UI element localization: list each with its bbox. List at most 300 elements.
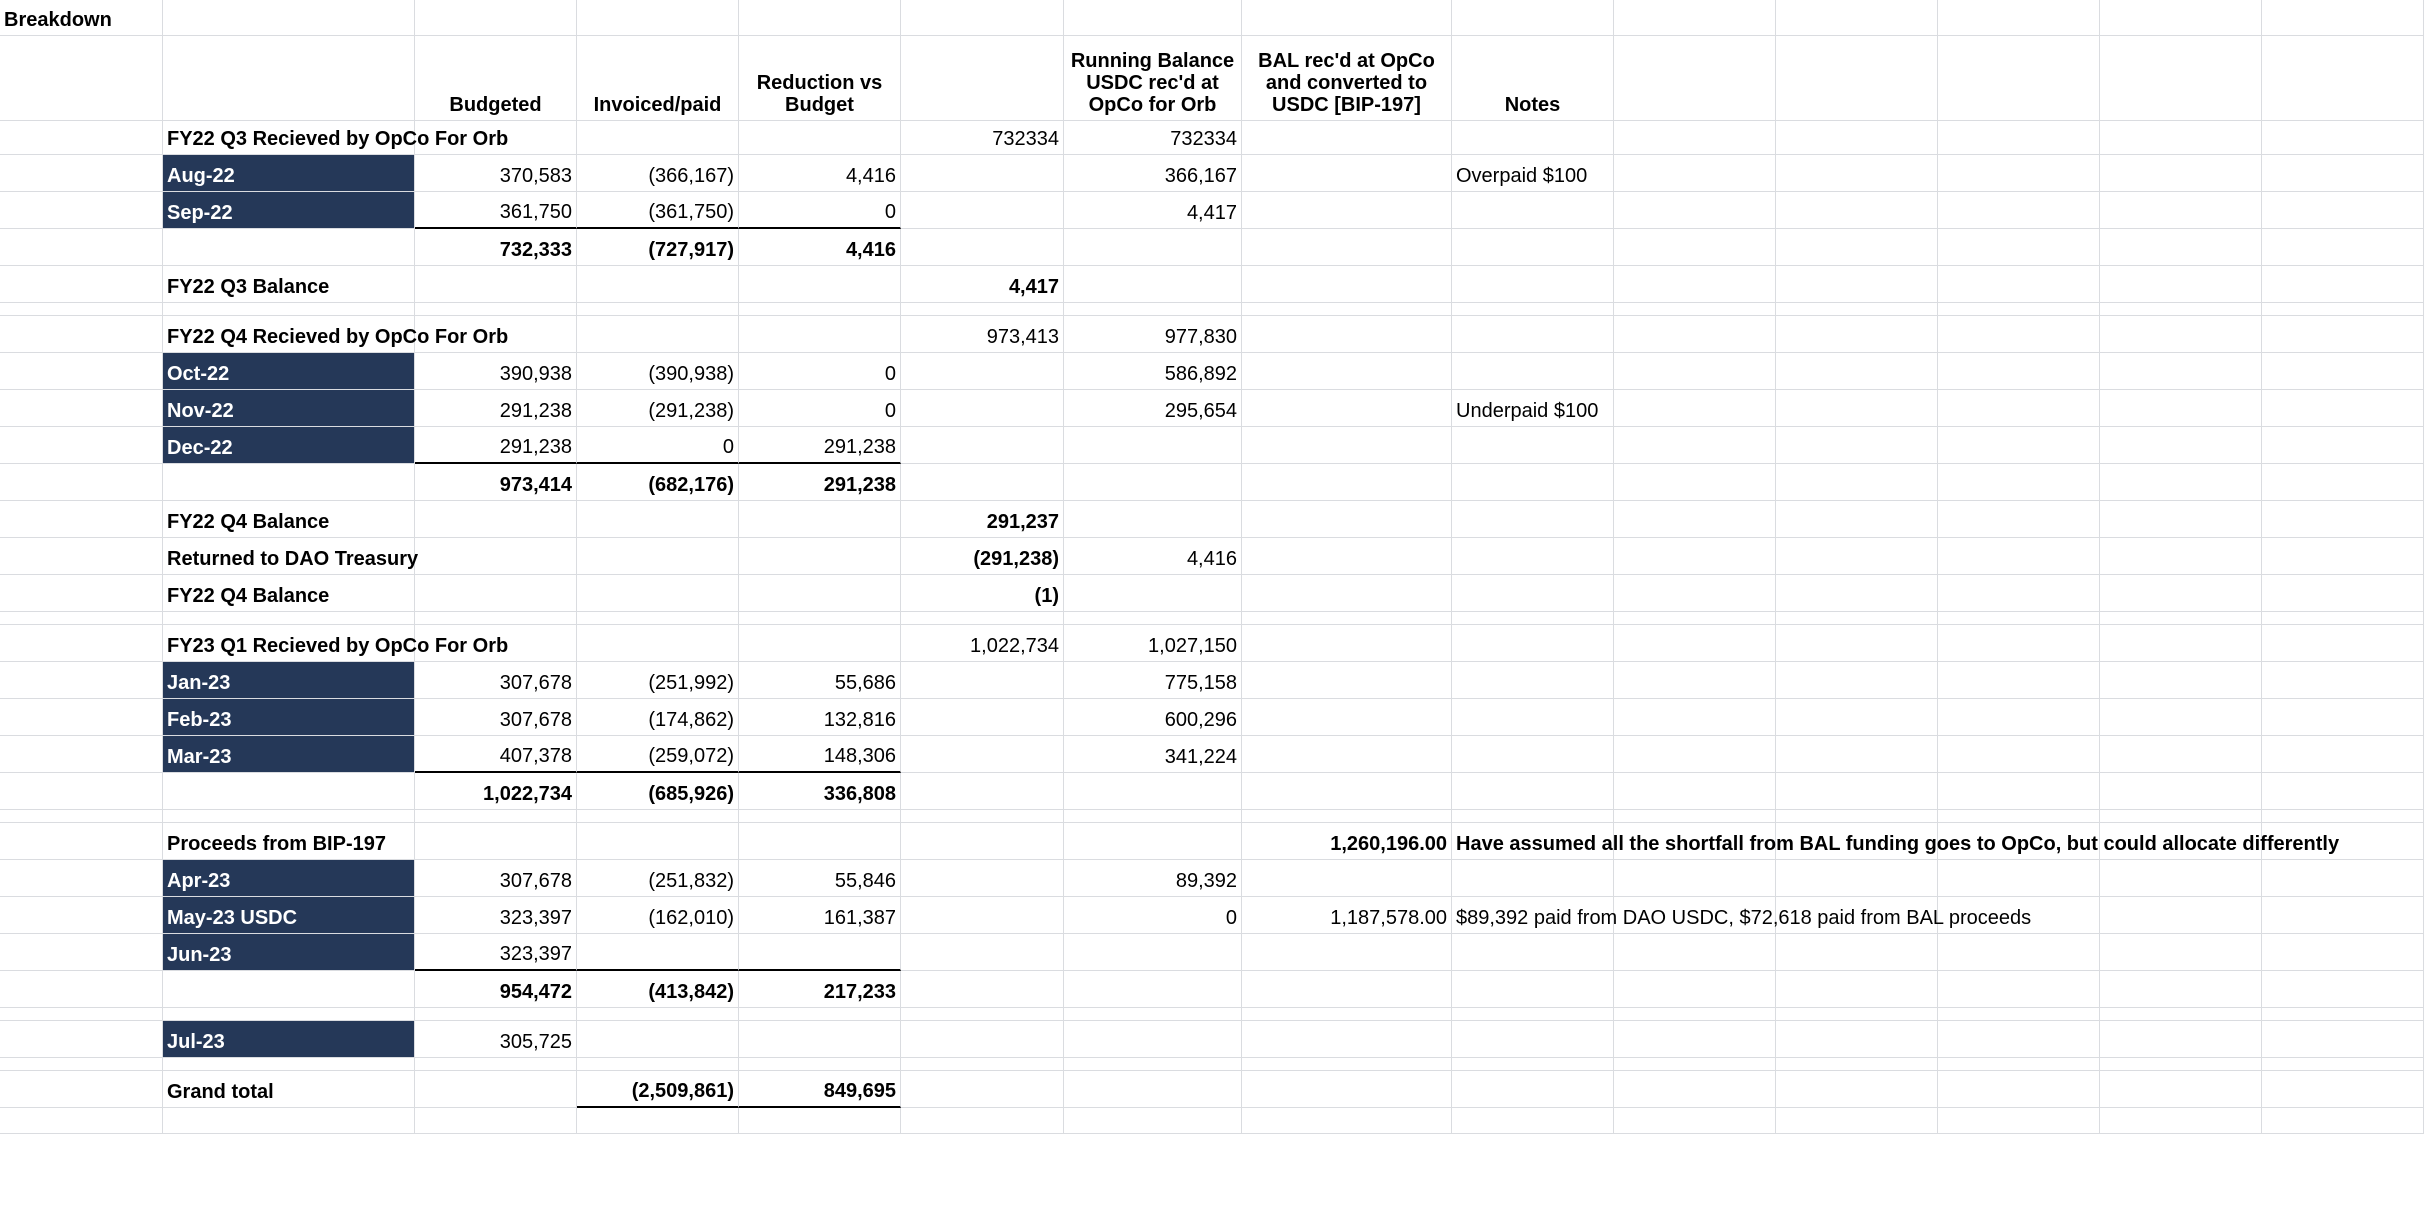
cell-J10[interactable]	[1614, 353, 1776, 390]
cell-E1[interactable]	[739, 0, 901, 36]
cell-N2[interactable]	[2262, 36, 2424, 121]
cell-M17[interactable]	[2100, 612, 2262, 625]
budgeted-cell[interactable]	[415, 192, 577, 229]
cell-B6[interactable]	[163, 229, 415, 266]
cell-C29[interactable]	[415, 1008, 577, 1021]
cell-C15[interactable]	[415, 538, 577, 575]
cell-G1[interactable]	[1064, 0, 1242, 36]
cell-H18[interactable]	[1242, 625, 1452, 662]
cell-J17[interactable]	[1614, 612, 1776, 625]
cell-B29[interactable]	[163, 1008, 415, 1021]
notes-cell[interactable]	[1452, 897, 2032, 934]
cell-A11[interactable]	[0, 390, 163, 427]
budgeted-cell[interactable]	[415, 1021, 577, 1058]
budgeted-cell[interactable]	[415, 971, 577, 1008]
cell-L33[interactable]	[1938, 1108, 2100, 1134]
cell-E33[interactable]	[739, 1108, 901, 1134]
cell-N30[interactable]	[2262, 1021, 2424, 1058]
cell-N5[interactable]	[2262, 192, 2424, 229]
cell-D7[interactable]	[577, 266, 739, 303]
cell-N11[interactable]	[2262, 390, 2424, 427]
cell-I15[interactable]	[1452, 538, 1614, 575]
cell-K13[interactable]	[1776, 464, 1938, 501]
cell-M3[interactable]	[2100, 121, 2262, 155]
invoiced-cell[interactable]	[577, 860, 739, 897]
cell-D9[interactable]	[577, 316, 739, 353]
notes-cell[interactable]	[1452, 155, 1614, 192]
invoiced-cell[interactable]	[577, 155, 739, 192]
cell-D23[interactable]	[577, 810, 739, 823]
cell-M6[interactable]	[2100, 229, 2262, 266]
cell-F11[interactable]	[901, 390, 1064, 427]
cell-B28[interactable]	[163, 971, 415, 1008]
budgeted-cell[interactable]	[415, 934, 577, 971]
cell-L4[interactable]	[1938, 155, 2100, 192]
reduction-cell[interactable]	[739, 773, 901, 810]
cell-J30[interactable]	[1614, 1021, 1776, 1058]
cell-M2[interactable]	[2100, 36, 2262, 121]
cell-G32[interactable]	[1064, 1071, 1242, 1108]
invoiced-cell[interactable]	[577, 699, 739, 736]
header-invoiced[interactable]	[577, 36, 739, 121]
cell-I29[interactable]	[1452, 1008, 1614, 1021]
cell-G17[interactable]	[1064, 612, 1242, 625]
row-label[interactable]	[163, 427, 415, 464]
cell-A17[interactable]	[0, 612, 163, 625]
cell-L14[interactable]	[1938, 501, 2100, 538]
cell-J13[interactable]	[1614, 464, 1776, 501]
cell-N1[interactable]	[2262, 0, 2424, 36]
cell-C31[interactable]	[415, 1058, 577, 1071]
cell-I27[interactable]	[1452, 934, 1614, 971]
cell-J16[interactable]	[1614, 575, 1776, 612]
row-label[interactable]	[163, 390, 415, 427]
cell-F6[interactable]	[901, 229, 1064, 266]
running-balance-cell[interactable]	[1064, 625, 1242, 662]
cell-N21[interactable]	[2262, 736, 2424, 773]
cell-D17[interactable]	[577, 612, 739, 625]
cell-I22[interactable]	[1452, 773, 1614, 810]
cell-A12[interactable]	[0, 427, 163, 464]
cell-F22[interactable]	[901, 773, 1064, 810]
reduction-cell[interactable]	[739, 155, 901, 192]
cell-K27[interactable]	[1776, 934, 1938, 971]
cell-J27[interactable]	[1614, 934, 1776, 971]
cell-L8[interactable]	[1938, 303, 2100, 316]
cell-M20[interactable]	[2100, 699, 2262, 736]
reduction-cell[interactable]	[739, 662, 901, 699]
cell-B17[interactable]	[163, 612, 415, 625]
cell-C14[interactable]	[415, 501, 577, 538]
budgeted-cell[interactable]	[415, 736, 577, 773]
cell-L32[interactable]	[1938, 1071, 2100, 1108]
cell-K9[interactable]	[1776, 316, 1938, 353]
cell-N20[interactable]	[2262, 699, 2424, 736]
cell-A28[interactable]	[0, 971, 163, 1008]
cell-L25[interactable]	[1938, 860, 2100, 897]
cell-A33[interactable]	[0, 1108, 163, 1134]
cell-E3[interactable]	[739, 121, 901, 155]
row-label[interactable]	[163, 538, 419, 575]
cell-L5[interactable]	[1938, 192, 2100, 229]
cell-K8[interactable]	[1776, 303, 1938, 316]
invoiced-cell[interactable]	[577, 773, 739, 810]
cell-I19[interactable]	[1452, 662, 1614, 699]
received-cell[interactable]	[901, 501, 1064, 538]
cell-G30[interactable]	[1064, 1021, 1242, 1058]
budgeted-cell[interactable]	[415, 773, 577, 810]
cell-F19[interactable]	[901, 662, 1064, 699]
cell-H5[interactable]	[1242, 192, 1452, 229]
cell-F20[interactable]	[901, 699, 1064, 736]
budgeted-cell[interactable]	[415, 155, 577, 192]
cell-I8[interactable]	[1452, 303, 1614, 316]
cell-A5[interactable]	[0, 192, 163, 229]
cell-M8[interactable]	[2100, 303, 2262, 316]
cell-N27[interactable]	[2262, 934, 2424, 971]
budgeted-cell[interactable]	[415, 427, 577, 464]
cell-F29[interactable]	[901, 1008, 1064, 1021]
cell-I31[interactable]	[1452, 1058, 1614, 1071]
cell-M9[interactable]	[2100, 316, 2262, 353]
cell-J31[interactable]	[1614, 1058, 1776, 1071]
cell-K18[interactable]	[1776, 625, 1938, 662]
cell-H19[interactable]	[1242, 662, 1452, 699]
cell-H13[interactable]	[1242, 464, 1452, 501]
reduction-cell[interactable]	[739, 192, 901, 229]
cell-N15[interactable]	[2262, 538, 2424, 575]
cell-A29[interactable]	[0, 1008, 163, 1021]
cell-D14[interactable]	[577, 501, 739, 538]
cell-D18[interactable]	[577, 625, 739, 662]
cell-I32[interactable]	[1452, 1071, 1614, 1108]
cell-D27[interactable]	[577, 934, 739, 971]
cell-M14[interactable]	[2100, 501, 2262, 538]
cell-L17[interactable]	[1938, 612, 2100, 625]
cell-M21[interactable]	[2100, 736, 2262, 773]
cell-E31[interactable]	[739, 1058, 901, 1071]
cell-F25[interactable]	[901, 860, 1064, 897]
running-balance-cell[interactable]	[1064, 390, 1242, 427]
cell-J3[interactable]	[1614, 121, 1776, 155]
cell-M5[interactable]	[2100, 192, 2262, 229]
cell-M15[interactable]	[2100, 538, 2262, 575]
cell-M1[interactable]	[2100, 0, 2262, 36]
cell-E27[interactable]	[739, 934, 901, 971]
reduction-cell[interactable]	[739, 971, 901, 1008]
cell-K32[interactable]	[1776, 1071, 1938, 1108]
cell-I10[interactable]	[1452, 353, 1614, 390]
cell-L10[interactable]	[1938, 353, 2100, 390]
cell-N23[interactable]	[2262, 810, 2424, 823]
cell-I28[interactable]	[1452, 971, 1614, 1008]
reduction-cell[interactable]	[739, 353, 901, 390]
cell-J15[interactable]	[1614, 538, 1776, 575]
cell-A22[interactable]	[0, 773, 163, 810]
cell-J23[interactable]	[1614, 810, 1776, 823]
cell-A15[interactable]	[0, 538, 163, 575]
cell-E24[interactable]	[739, 823, 901, 860]
cell-E18[interactable]	[739, 625, 901, 662]
cell-M22[interactable]	[2100, 773, 2262, 810]
cell-F1[interactable]	[901, 0, 1064, 36]
row-label[interactable]	[163, 121, 509, 155]
cell-K12[interactable]	[1776, 427, 1938, 464]
row-label[interactable]	[163, 266, 415, 303]
cell-L29[interactable]	[1938, 1008, 2100, 1021]
budgeted-cell[interactable]	[415, 662, 577, 699]
row-label[interactable]	[163, 155, 415, 192]
notes-cell[interactable]	[1452, 823, 2340, 860]
cell-K15[interactable]	[1776, 538, 1938, 575]
cell-G12[interactable]	[1064, 427, 1242, 464]
cell-C17[interactable]	[415, 612, 577, 625]
cell-J9[interactable]	[1614, 316, 1776, 353]
cell-F17[interactable]	[901, 612, 1064, 625]
budgeted-cell[interactable]	[415, 464, 577, 501]
cell-H4[interactable]	[1242, 155, 1452, 192]
cell-A32[interactable]	[0, 1071, 163, 1108]
cell-J8[interactable]	[1614, 303, 1776, 316]
cell-M23[interactable]	[2100, 810, 2262, 823]
cell-I7[interactable]	[1452, 266, 1614, 303]
cell-A10[interactable]	[0, 353, 163, 390]
cell-H32[interactable]	[1242, 1071, 1452, 1108]
cell-B31[interactable]	[163, 1058, 415, 1071]
row-label[interactable]	[163, 316, 509, 353]
cell-E15[interactable]	[739, 538, 901, 575]
cell-B1[interactable]	[163, 0, 415, 36]
cell-N8[interactable]	[2262, 303, 2424, 316]
cell-A24[interactable]	[0, 823, 163, 860]
cell-K23[interactable]	[1776, 810, 1938, 823]
cell-I6[interactable]	[1452, 229, 1614, 266]
cell-F10[interactable]	[901, 353, 1064, 390]
cell-N9[interactable]	[2262, 316, 2424, 353]
cell-A3[interactable]	[0, 121, 163, 155]
cell-G8[interactable]	[1064, 303, 1242, 316]
cell-J21[interactable]	[1614, 736, 1776, 773]
cell-J28[interactable]	[1614, 971, 1776, 1008]
cell-N13[interactable]	[2262, 464, 2424, 501]
cell-L30[interactable]	[1938, 1021, 2100, 1058]
cell-N12[interactable]	[2262, 427, 2424, 464]
cell-A20[interactable]	[0, 699, 163, 736]
running-balance-cell[interactable]	[1064, 353, 1242, 390]
row-label[interactable]	[163, 662, 415, 699]
row-label[interactable]	[163, 897, 415, 934]
cell-L2[interactable]	[1938, 36, 2100, 121]
cell-J2[interactable]	[1614, 36, 1776, 121]
cell-I25[interactable]	[1452, 860, 1614, 897]
cell-I9[interactable]	[1452, 316, 1614, 353]
running-balance-cell[interactable]	[1064, 155, 1242, 192]
notes-cell[interactable]	[1452, 390, 1614, 427]
cell-N22[interactable]	[2262, 773, 2424, 810]
reduction-cell[interactable]	[739, 736, 901, 773]
cell-K16[interactable]	[1776, 575, 1938, 612]
cell-A25[interactable]	[0, 860, 163, 897]
cell-M10[interactable]	[2100, 353, 2262, 390]
cell-M26[interactable]	[2100, 897, 2262, 934]
cell-K6[interactable]	[1776, 229, 1938, 266]
cell-K4[interactable]	[1776, 155, 1938, 192]
cell-K5[interactable]	[1776, 192, 1938, 229]
cell-F24[interactable]	[901, 823, 1064, 860]
cell-K17[interactable]	[1776, 612, 1938, 625]
cell-M4[interactable]	[2100, 155, 2262, 192]
cell-G23[interactable]	[1064, 810, 1242, 823]
cell-K20[interactable]	[1776, 699, 1938, 736]
cell-I5[interactable]	[1452, 192, 1614, 229]
cell-A4[interactable]	[0, 155, 163, 192]
invoiced-cell[interactable]	[577, 1071, 739, 1108]
reduction-cell[interactable]	[739, 229, 901, 266]
running-balance-cell[interactable]	[1064, 897, 1242, 934]
cell-J25[interactable]	[1614, 860, 1776, 897]
cell-H10[interactable]	[1242, 353, 1452, 390]
cell-N7[interactable]	[2262, 266, 2424, 303]
cell-H25[interactable]	[1242, 860, 1452, 897]
cell-H14[interactable]	[1242, 501, 1452, 538]
row-label[interactable]	[163, 1021, 415, 1058]
running-balance-cell[interactable]	[1064, 736, 1242, 773]
cell-K19[interactable]	[1776, 662, 1938, 699]
cell-I18[interactable]	[1452, 625, 1614, 662]
cell-D33[interactable]	[577, 1108, 739, 1134]
cell-N32[interactable]	[2262, 1071, 2424, 1108]
cell-N29[interactable]	[2262, 1008, 2424, 1021]
row-label[interactable]	[163, 625, 509, 662]
cell-I3[interactable]	[1452, 121, 1614, 155]
cell-E7[interactable]	[739, 266, 901, 303]
cell-N28[interactable]	[2262, 971, 2424, 1008]
sheet-title-cell[interactable]	[0, 0, 163, 36]
cell-D31[interactable]	[577, 1058, 739, 1071]
cell-H1[interactable]	[1242, 0, 1452, 36]
cell-F26[interactable]	[901, 897, 1064, 934]
cell-J20[interactable]	[1614, 699, 1776, 736]
bal-received-cell[interactable]	[1242, 897, 1452, 934]
cell-G33[interactable]	[1064, 1108, 1242, 1134]
cell-C24[interactable]	[415, 823, 577, 860]
cell-N19[interactable]	[2262, 662, 2424, 699]
cell-L23[interactable]	[1938, 810, 2100, 823]
cell-L15[interactable]	[1938, 538, 2100, 575]
cell-F21[interactable]	[901, 736, 1064, 773]
cell-A9[interactable]	[0, 316, 163, 353]
running-balance-cell[interactable]	[1064, 662, 1242, 699]
cell-H17[interactable]	[1242, 612, 1452, 625]
cell-K7[interactable]	[1776, 266, 1938, 303]
cell-L22[interactable]	[1938, 773, 2100, 810]
cell-A13[interactable]	[0, 464, 163, 501]
received-cell[interactable]	[901, 121, 1064, 155]
cell-K3[interactable]	[1776, 121, 1938, 155]
cell-F2[interactable]	[901, 36, 1064, 121]
cell-M27[interactable]	[2100, 934, 2262, 971]
cell-F30[interactable]	[901, 1021, 1064, 1058]
received-cell[interactable]	[901, 266, 1064, 303]
cell-F33[interactable]	[901, 1108, 1064, 1134]
cell-M18[interactable]	[2100, 625, 2262, 662]
reduction-cell[interactable]	[739, 464, 901, 501]
cell-A31[interactable]	[0, 1058, 163, 1071]
cell-N17[interactable]	[2262, 612, 2424, 625]
cell-E14[interactable]	[739, 501, 901, 538]
cell-H31[interactable]	[1242, 1058, 1452, 1071]
reduction-cell[interactable]	[739, 699, 901, 736]
row-label[interactable]	[163, 501, 415, 538]
cell-A19[interactable]	[0, 662, 163, 699]
cell-B33[interactable]	[163, 1108, 415, 1134]
received-cell[interactable]	[901, 625, 1064, 662]
cell-H3[interactable]	[1242, 121, 1452, 155]
received-cell[interactable]	[901, 316, 1064, 353]
cell-K2[interactable]	[1776, 36, 1938, 121]
cell-F8[interactable]	[901, 303, 1064, 316]
row-label[interactable]	[163, 699, 415, 736]
cell-A18[interactable]	[0, 625, 163, 662]
running-balance-cell[interactable]	[1064, 316, 1242, 353]
reduction-cell[interactable]	[739, 1071, 901, 1108]
cell-E8[interactable]	[739, 303, 901, 316]
cell-D30[interactable]	[577, 1021, 739, 1058]
cell-D29[interactable]	[577, 1008, 739, 1021]
cell-I13[interactable]	[1452, 464, 1614, 501]
cell-J6[interactable]	[1614, 229, 1776, 266]
cell-N25[interactable]	[2262, 860, 2424, 897]
cell-D16[interactable]	[577, 575, 739, 612]
cell-B13[interactable]	[163, 464, 415, 501]
cell-B22[interactable]	[163, 773, 415, 810]
cell-K21[interactable]	[1776, 736, 1938, 773]
cell-J22[interactable]	[1614, 773, 1776, 810]
cell-L3[interactable]	[1938, 121, 2100, 155]
cell-I14[interactable]	[1452, 501, 1614, 538]
budgeted-cell[interactable]	[415, 390, 577, 427]
cell-J11[interactable]	[1614, 390, 1776, 427]
cell-D15[interactable]	[577, 538, 739, 575]
cell-N14[interactable]	[2262, 501, 2424, 538]
cell-G13[interactable]	[1064, 464, 1242, 501]
cell-L28[interactable]	[1938, 971, 2100, 1008]
cell-G14[interactable]	[1064, 501, 1242, 538]
cell-N4[interactable]	[2262, 155, 2424, 192]
cell-H16[interactable]	[1242, 575, 1452, 612]
invoiced-cell[interactable]	[577, 427, 739, 464]
cell-M25[interactable]	[2100, 860, 2262, 897]
cell-J7[interactable]	[1614, 266, 1776, 303]
row-label[interactable]	[163, 736, 415, 773]
cell-A26[interactable]	[0, 897, 163, 934]
cell-K10[interactable]	[1776, 353, 1938, 390]
cell-B8[interactable]	[163, 303, 415, 316]
cell-G22[interactable]	[1064, 773, 1242, 810]
cell-A6[interactable]	[0, 229, 163, 266]
cell-C7[interactable]	[415, 266, 577, 303]
invoiced-cell[interactable]	[577, 662, 739, 699]
cell-C16[interactable]	[415, 575, 577, 612]
cell-I20[interactable]	[1452, 699, 1614, 736]
cell-L18[interactable]	[1938, 625, 2100, 662]
cell-K14[interactable]	[1776, 501, 1938, 538]
cell-N18[interactable]	[2262, 625, 2424, 662]
invoiced-cell[interactable]	[577, 464, 739, 501]
cell-L6[interactable]	[1938, 229, 2100, 266]
cell-H33[interactable]	[1242, 1108, 1452, 1134]
invoiced-cell[interactable]	[577, 390, 739, 427]
